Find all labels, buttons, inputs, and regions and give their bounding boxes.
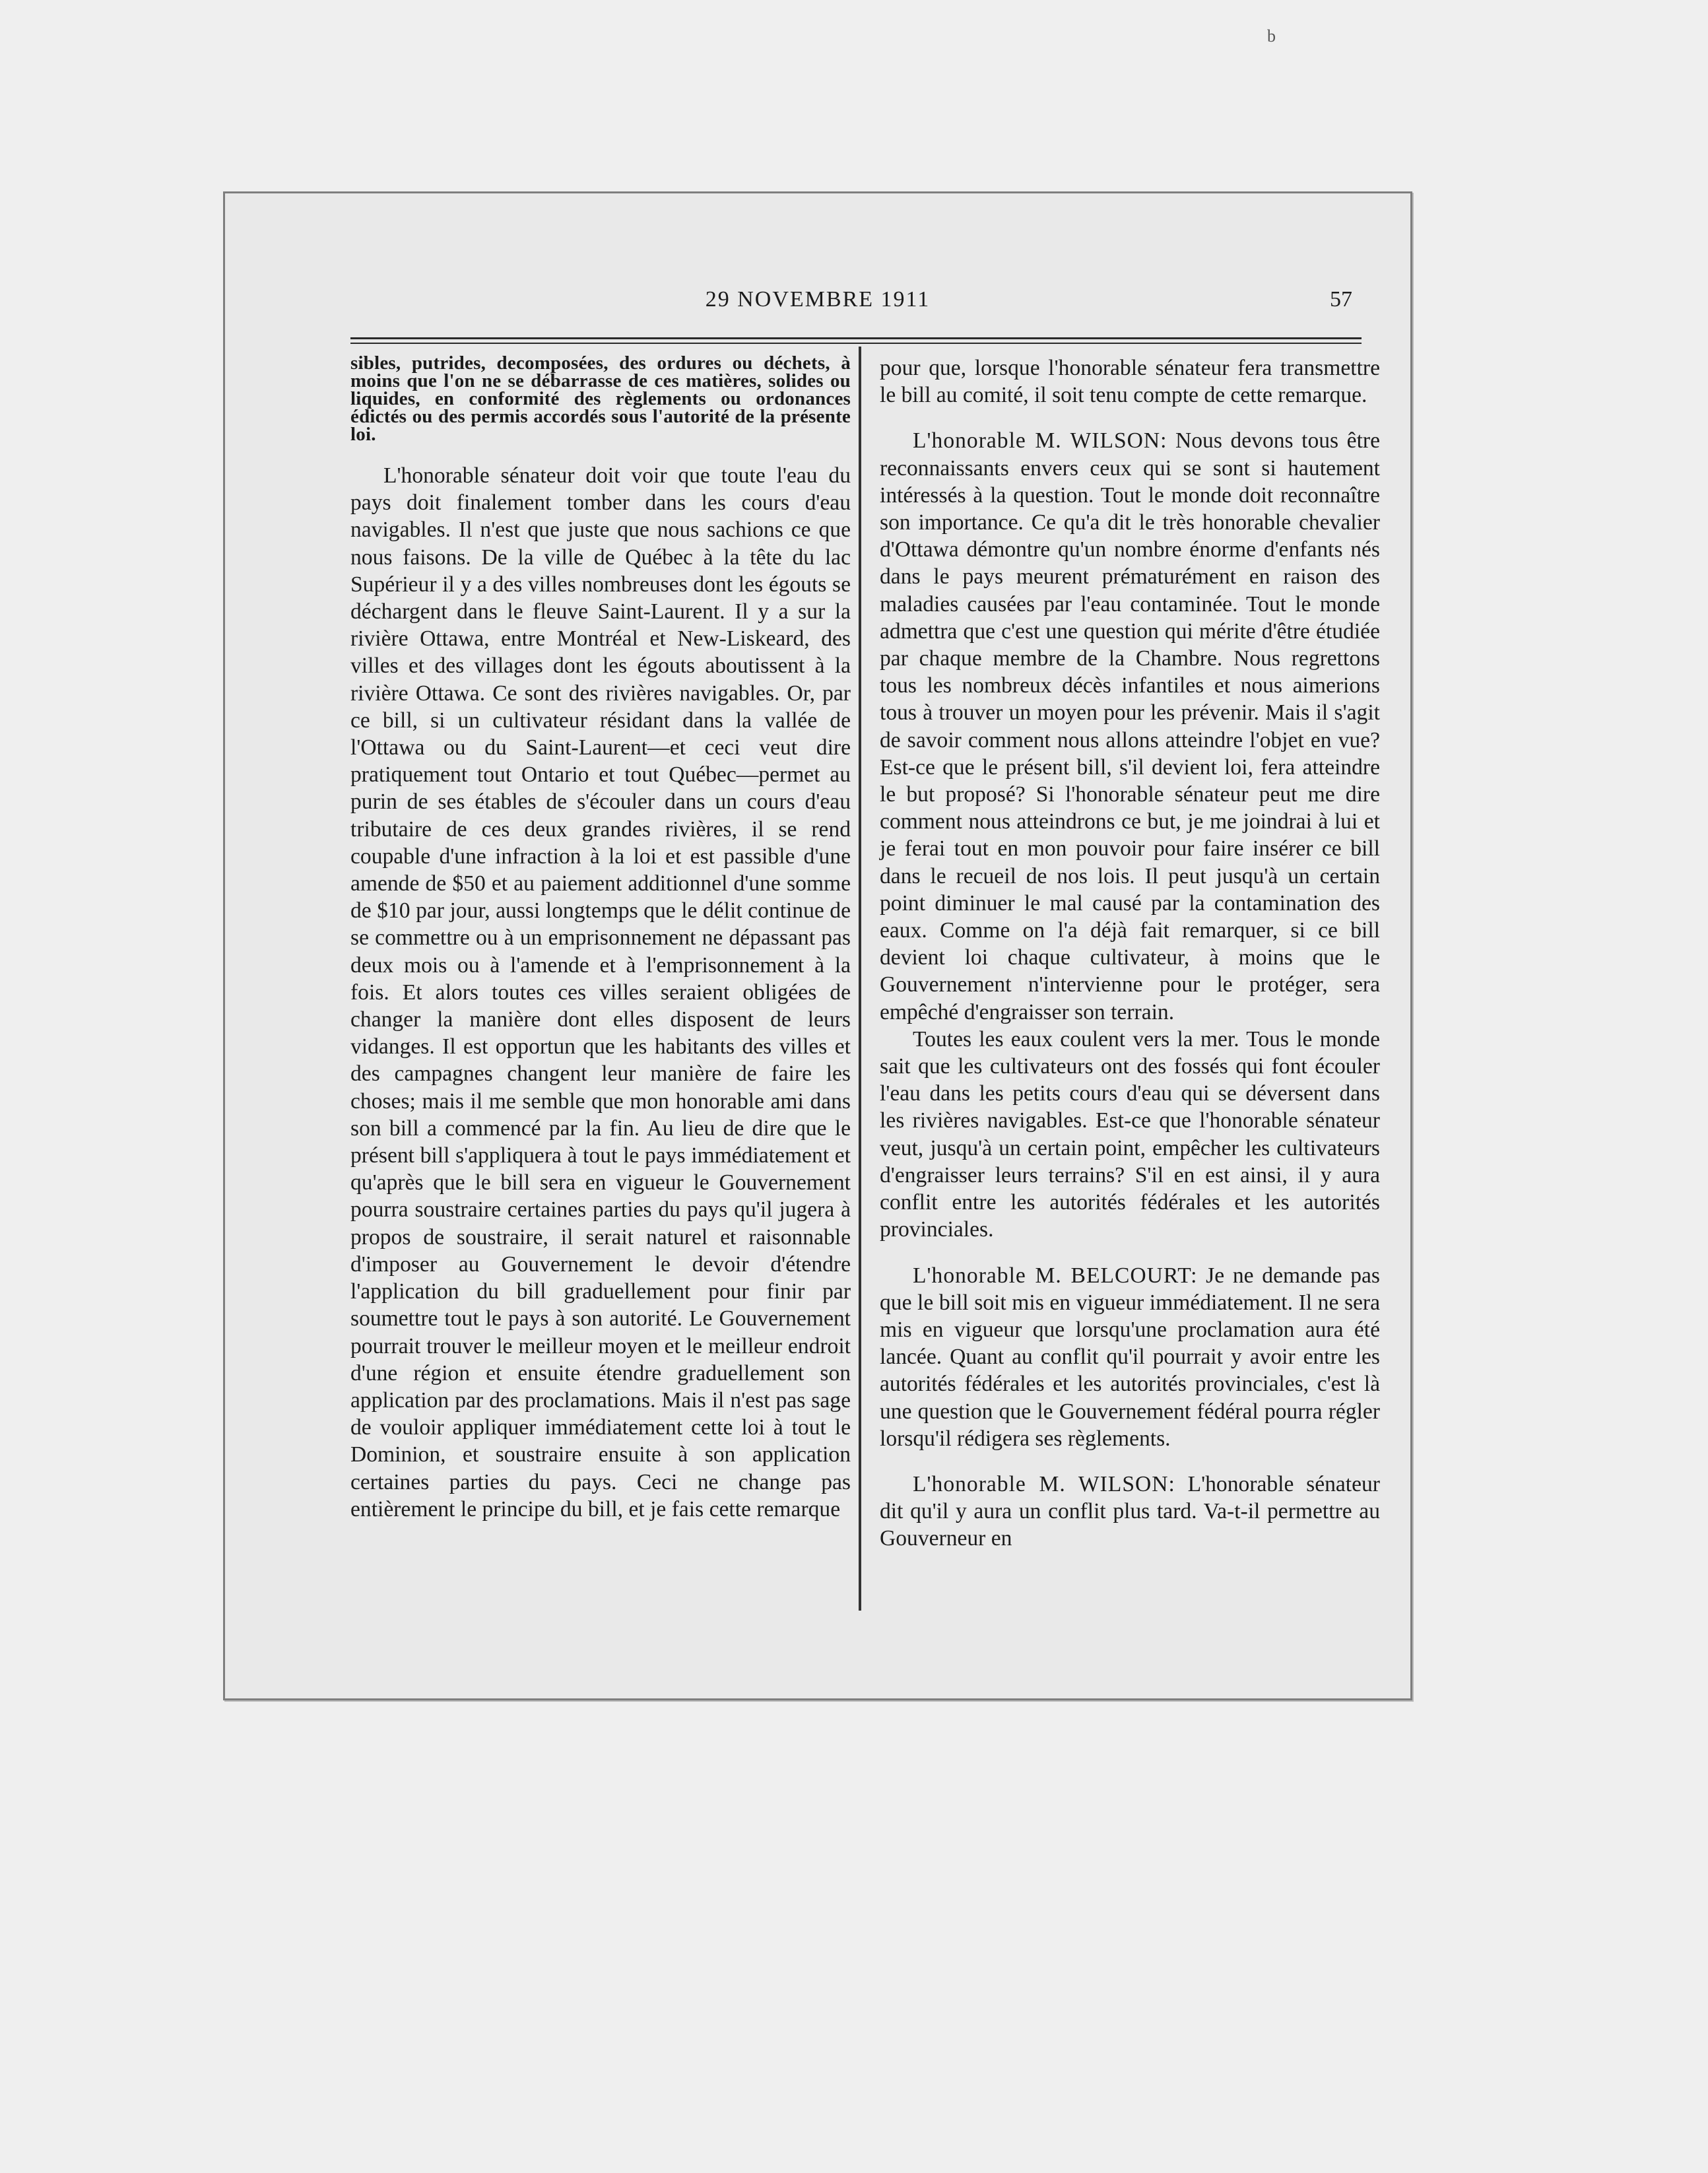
speech-wilson-1-continued: Toutes les eaux coulent vers la mer. Tous le monde sait que les cultivateurs ont des fossés qui font écouler l'eau dans les petits cours d'eau qui se déversent dans les rivières navigables. Est-ce que l'honorable sénateur veut, jusqu'à un certain point, empêcher les cultivateurs d'engraisser leurs terrains? S'il en est ainsi, il y aura conflit entre les autorités fédérales et les autorités provinciales. (880, 1026, 1380, 1242)
speaker-name: L'honorable M. BELCOURT: (913, 1263, 1198, 1288)
right-column (880, 354, 1380, 1553)
speech-text: Je ne demande pas que le bill soit mis en vigueur immédiatement. Il ne sera mis en vigueur que lorsqu'une proclamation aura été lancée. Quant au conflit qu'il pourrait y avoir entre les autorités fédérales et les autorités provinciales, c'est là une question que le Gouvernement fédéral pourra régler lorsqu'il rédigera ses règlements. (880, 1263, 1380, 1451)
speech-text: L'honorable sénateur dit qu'il y aura un conflit plus tard. Va-t-il permettre au Gouverneur en (880, 1471, 1380, 1551)
left-column (350, 354, 851, 1523)
corner-pencil-mark: b (1267, 26, 1276, 46)
right-continuation: pour que, lorsque l'honorable sénateur fera transmettre le bill au comité, il soit tenu compte de cette remarque. (880, 356, 1380, 408)
quoted-clause-continuation: sibles, putrides, decomposées, des ordures ou déchets, à moins que l'on ne se débarrasse de ces matières, solides ou liquides, en conformité des règlements ou ordonances édictés ou des permis accordés sous l'autorité de la présente loi. (350, 352, 851, 445)
speaker-name: L'honorable M. WILSON: (913, 428, 1167, 453)
page-header (225, 287, 1410, 320)
header-date: 29 NOVEMBRE 1911 (705, 287, 931, 312)
speech-wilson-1 (880, 427, 1380, 1025)
page-number: 57 (1330, 287, 1352, 312)
column-divider (859, 347, 861, 1611)
document-page (223, 191, 1412, 1700)
left-paragraph: L'honorable sénateur doit voir que toute l'eau du pays doit finalement tomber dans les cours d'eau navigables. Il n'est que juste que nous sachions ce que nous faisons. De la ville de Québec à la tête du lac Supérieur il y a des villes nombreuses dont les égouts se déchargent dans le fleuve Saint-Laurent. Il y a sur la rivière Ottawa, entre Montréal et New-Liskeard, des villes et des villages dont les égouts aboutissent à la rivière Ottawa. Ce sont des rivières navigables. Or, par ce bill, si un cultivateur résidant dans la vallée de l'Ottawa ou du Saint-Laurent—et ceci veut dire pratiquement tout Ontario et tout Québec—permet au purin de ses étables de s'écouler dans un cours d'eau tributaire de ces deux grandes rivières, il se rend coupable d'une infraction à la loi et est passible d'une amende de $50 et au paiement additionnel d'une somme de $10 par jour, aussi longtemps que le délit continue de se commettre ou à un emprisonnement ne dépassant pas deux mois ou à l'amende et à l'emprisonnement à la fois. Et alors toutes ces villes seraient obligées de changer la manière dont elles disposent de leurs vidanges. Il est opportun que les habitants des villes et des campagnes changent leur manière de faire les choses; mais il me semble que mon honorable ami dans son bill a commencé par la fin. Au lieu de dire que le présent bill s'appliquera à tout le pays immédiatement et qu'après que le bill sera en vigueur le Gouvernement pourra soustraire certaines parties du pays qu'il jugera à propos de soustraire, il serait naturel et raisonnable d'imposer au Gouvernement le devoir d'étendre l'application du bill graduellement pour finir par soumettre tout le pays à son autorité. Le Gouvernement pourrait trouver le meilleur moyen et le meilleur endroit d'une région et ensuite étendre graduellement son application par des proclamations. Mais il n'est pas sage de vouloir appliquer immédiatement cette loi à tout le Dominion, et soustraire ensuite à son application certaines parties du pays. Ceci ne change pas entièrement le principe du bill, et je fais cette remarque (350, 463, 851, 1521)
header-rule-top (350, 337, 1362, 339)
speaker-name: L'honorable M. WILSON: (913, 1471, 1175, 1496)
header-rule-bottom (350, 343, 1362, 344)
speech-text: Nous devons tous être reconnaissants envers ceux qui se sont si hautement intéressés à la question. Tout le monde doit reconnaître son importance. Ce qu'a dit le très honorable chevalier d'Ottawa démontre qu'un nombre énorme d'enfants nés dans le pays meurent prématurément en raison des maladies causées par l'eau contaminée. Tout le monde admettra que c'est une question qui mérite d'être étudiée par chaque membre de la Chambre. Nous regrettons tous les nombreux décès infantiles et nous aimerions tous à trouver un moyen pour les prévenir. Mais il s'agit de savoir comment nous allons atteindre l'objet en vue? Est-ce que le présent bill, s'il devient loi, fera atteindre le but proposé? Si l'honorable sénateur peut me dire comment nous atteindrons ce but, je me joindrai à lui et je ferai tout en mon pouvoir pour faire insérer ce bill dans le recueil de nos lois. Il peut jusqu'à un certain point diminuer le mal causé par la contamination des eaux. Comme on l'a déjà fait remarquer, si ce bill devient loi chaque cultivateur, à moins que le Gouvernement n'intervienne pour le protéger, sera empêché d'engraisser son terrain. (880, 428, 1380, 1024)
speech-wilson-2 (880, 1471, 1380, 1553)
speech-belcourt (880, 1262, 1380, 1452)
